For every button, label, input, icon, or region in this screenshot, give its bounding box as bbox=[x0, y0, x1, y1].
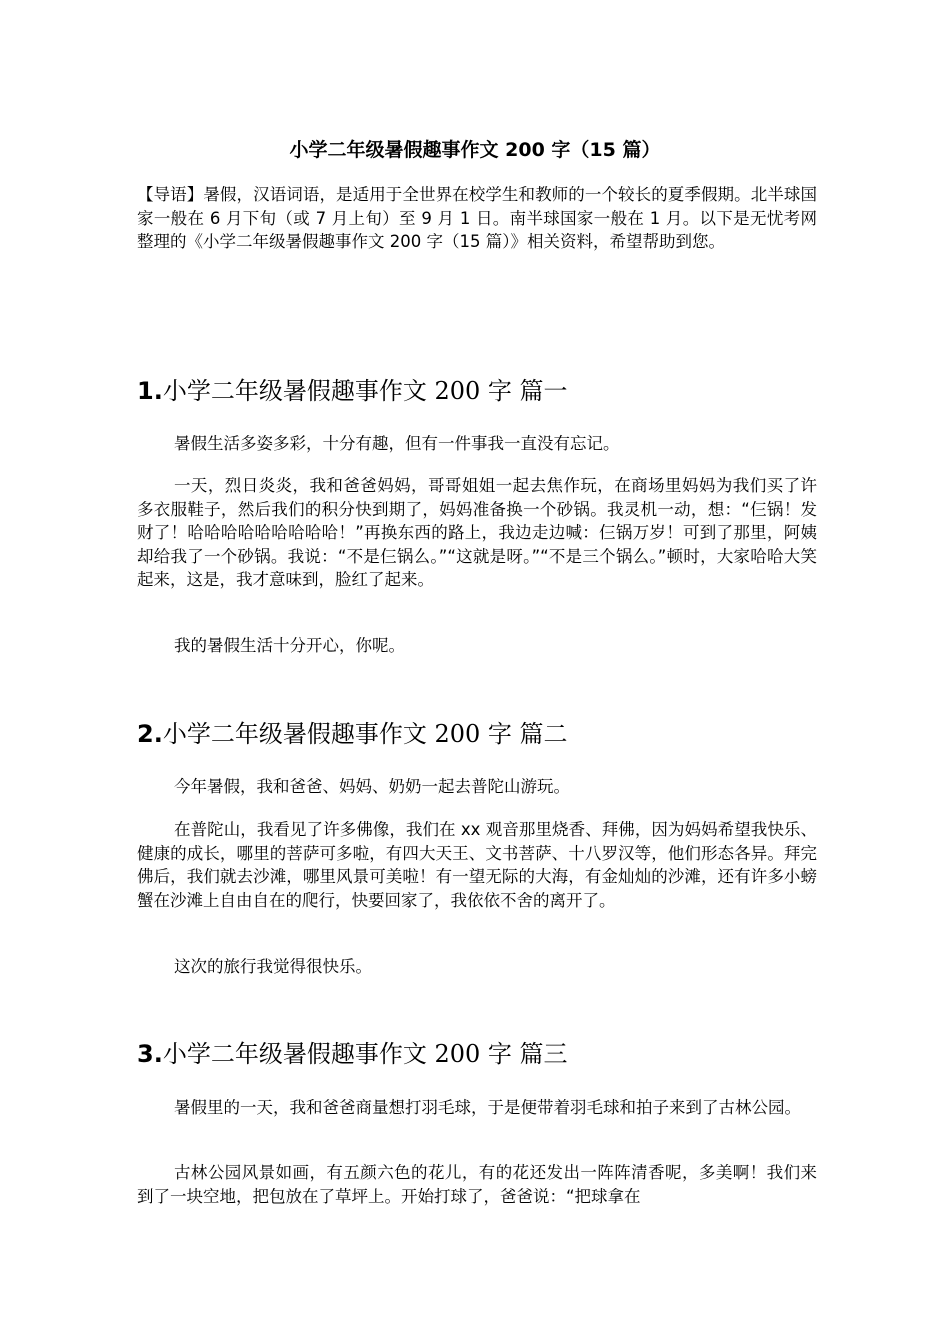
section-number: 2. bbox=[137, 720, 163, 748]
document-title: 小学二年级暑假趣事作文 200 字（15 篇） bbox=[289, 139, 661, 161]
intro-paragraph: 【导语】暑假，汉语词语，是适用于全世界在校学生和教师的一个较长的夏季假期。北半球国家一般在 6 月下旬（或 7 月上旬）至 9 月 1 日。南半球国家一般在 1 月。以下是无忧考网整理的《小学二年级暑假趣事作文 200 字（15 篇）》相关资料，希望帮助到您。 bbox=[137, 185, 817, 251]
paragraph: 在普陀山，我看见了许多佛像，我们在 xx 观音那里烧香、拜佛，因为妈妈希望我快乐、健康的成长，哪里的菩萨可多啦，有四大天王、文书菩萨、十八罗汉等，他们形态各异。拜完佛后，我们就去沙滩，哪里风景可美啦！有一望无际的大海，有金灿灿的沙滩，还有许多小螃蟹在沙滩上自由自在的爬行，快要回家了，我依依不舍的离开了。 bbox=[137, 820, 817, 910]
paragraph: 一天，烈日炎炎，我和爸爸妈妈，哥哥姐姐一起去焦作玩，在商场里妈妈为我们买了许多衣服鞋子，然后我们的积分快到期了，妈妈准备换一个砂锅。我灵机一动，想：“仨锅！发财了！哈哈哈哈哈哈哈哈哈！”再换东西的路上，我边走边喊：仨锅万岁！可到了那里，阿姨却给我了一个砂锅。我说：“不是仨锅么。”“这就是呀。”“不是三个锅么。”顿时，大家哈哈大笑起来，这是，我才意味到，脸红了起来。 bbox=[137, 476, 817, 589]
paragraph: 暑假生活多姿多彩，十分有趣，但有一件事我一直没有忘记。 bbox=[174, 434, 620, 453]
paragraph: 我的暑假生活十分开心，你呢。 bbox=[174, 636, 405, 655]
section-number: 1. bbox=[137, 377, 163, 405]
section-heading-text: 小学二年级暑假趣事作文 200 字 篇三 bbox=[162, 1040, 568, 1068]
paragraph: 古林公园风景如画，有五颜六色的花儿，有的花还发出一阵阵清香呢，多美啊！我们来到了一块空地，把包放在了草坪上。开始打球了，爸爸说：“把球拿在 bbox=[137, 1163, 817, 1206]
paragraph: 今年暑假，我和爸爸、妈妈、奶奶一起去普陀山游玩。 bbox=[174, 777, 570, 796]
section-heading-3 bbox=[137, 1038, 568, 1070]
section-heading-1 bbox=[137, 375, 568, 407]
section-number: 3. bbox=[137, 1040, 163, 1068]
section-heading-2 bbox=[137, 718, 568, 750]
paragraph: 这次的旅行我觉得很快乐。 bbox=[174, 957, 372, 976]
section-heading-text: 小学二年级暑假趣事作文 200 字 篇二 bbox=[162, 720, 568, 748]
paragraph: 暑假里的一天，我和爸爸商量想打羽毛球，于是便带着羽毛球和拍子来到了古林公园。 bbox=[174, 1098, 801, 1117]
section-heading-text: 小学二年级暑假趣事作文 200 字 篇一 bbox=[162, 377, 568, 405]
